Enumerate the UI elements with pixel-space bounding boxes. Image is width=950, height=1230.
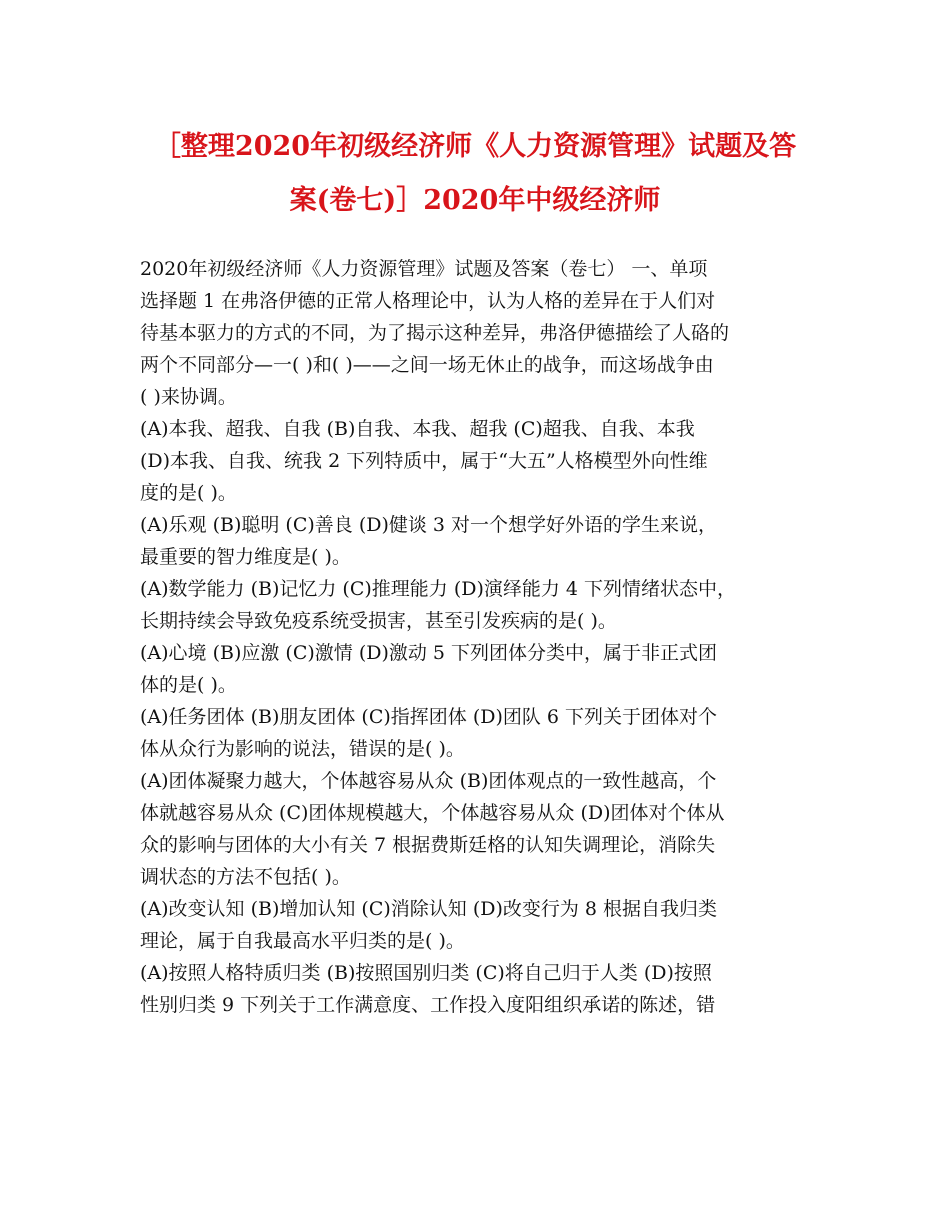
body-line: (A)乐观 (B)聪明 (C)善良 (D)健谈 3 对一个想学好外语的学生来说， <box>140 514 718 536</box>
body-line: (A)任务团体 (B)朋友团体 (C)指挥团体 (D)团队 6 下列关于团体对个 <box>140 706 718 728</box>
body-line: 两个不同部分—一( )和( )——之间一场无休止的战争，而这场战争由 <box>140 354 714 376</box>
body-line: 度的是( )。 <box>140 482 237 504</box>
body-line: 众的影响与团体的大小有关 7 根据费斯廷格的认知失调理论，消除失 <box>140 834 716 856</box>
body-line: (A)团体凝聚力越大，个体越容易从众 (B)团体观点的一致性越高，个 <box>140 770 717 792</box>
body-line: 性别归类 9 下列关于工作满意度、工作投入度阳组织承诺的陈述，错 <box>140 994 716 1016</box>
body-line: 理论，属于自我最高水平归类的是( )。 <box>140 930 465 952</box>
title-line-2: 案(卷七)］2020年中级经济师 <box>289 185 661 216</box>
body-line: 最重要的智力维度是( )。 <box>140 546 351 568</box>
body-line: (A)心境 (B)应激 (C)激情 (D)激动 5 下列团体分类中，属于非正式团 <box>140 642 718 664</box>
body-line: (A)按照人格特质归类 (B)按照国别归类 (C)将自己归于人类 (D)按照 <box>140 962 712 984</box>
body-line: 体的是( )。 <box>140 674 237 696</box>
body-line: (D)本我、自我、统我 2 下列特质中，属于“大五”人格模型外向性维 <box>140 450 708 472</box>
body-line: 调状态的方法不包括( )。 <box>140 866 351 888</box>
body-line: 2020年初级经济师《人力资源管理》试题及答案（卷七） 一、单项 <box>140 258 708 280</box>
body-line: 长期持续会导致免疫系统受损害，甚至引发疾病的是( )。 <box>140 610 617 632</box>
body-line: (A)数学能力 (B)记忆力 (C)推理能力 (D)演绎能力 4 下列情绪状态中， <box>140 578 737 600</box>
body-line: (A)改变认知 (B)增加认知 (C)消除认知 (D)改变行为 8 根据自我归类 <box>140 898 718 920</box>
body-line: 待基本驱力的方式的不同，为了揭示这种差异，弗洛伊德描绘了人硌的 <box>140 322 730 344</box>
title-line-1: ［整理2020年初级经济师《人力资源管理》试题及答 <box>153 131 797 162</box>
document-title <box>120 120 830 228</box>
body-line: 选择题 1 在弗洛伊德的正常人格理论中，认为人格的差异在于人们对 <box>140 290 716 312</box>
document-body <box>140 253 830 1021</box>
body-line: ( )来协调。 <box>140 386 237 408</box>
body-line: 体就越容易从众 (C)团体规模越大，个体越容易从众 (D)团体对个体从 <box>140 802 725 824</box>
body-line: (A)本我、超我、自我 (B)自我、本我、超我 (C)超我、自我、本我 <box>140 418 695 440</box>
body-line: 体从众行为影响的说法，错误的是( )。 <box>140 738 465 760</box>
